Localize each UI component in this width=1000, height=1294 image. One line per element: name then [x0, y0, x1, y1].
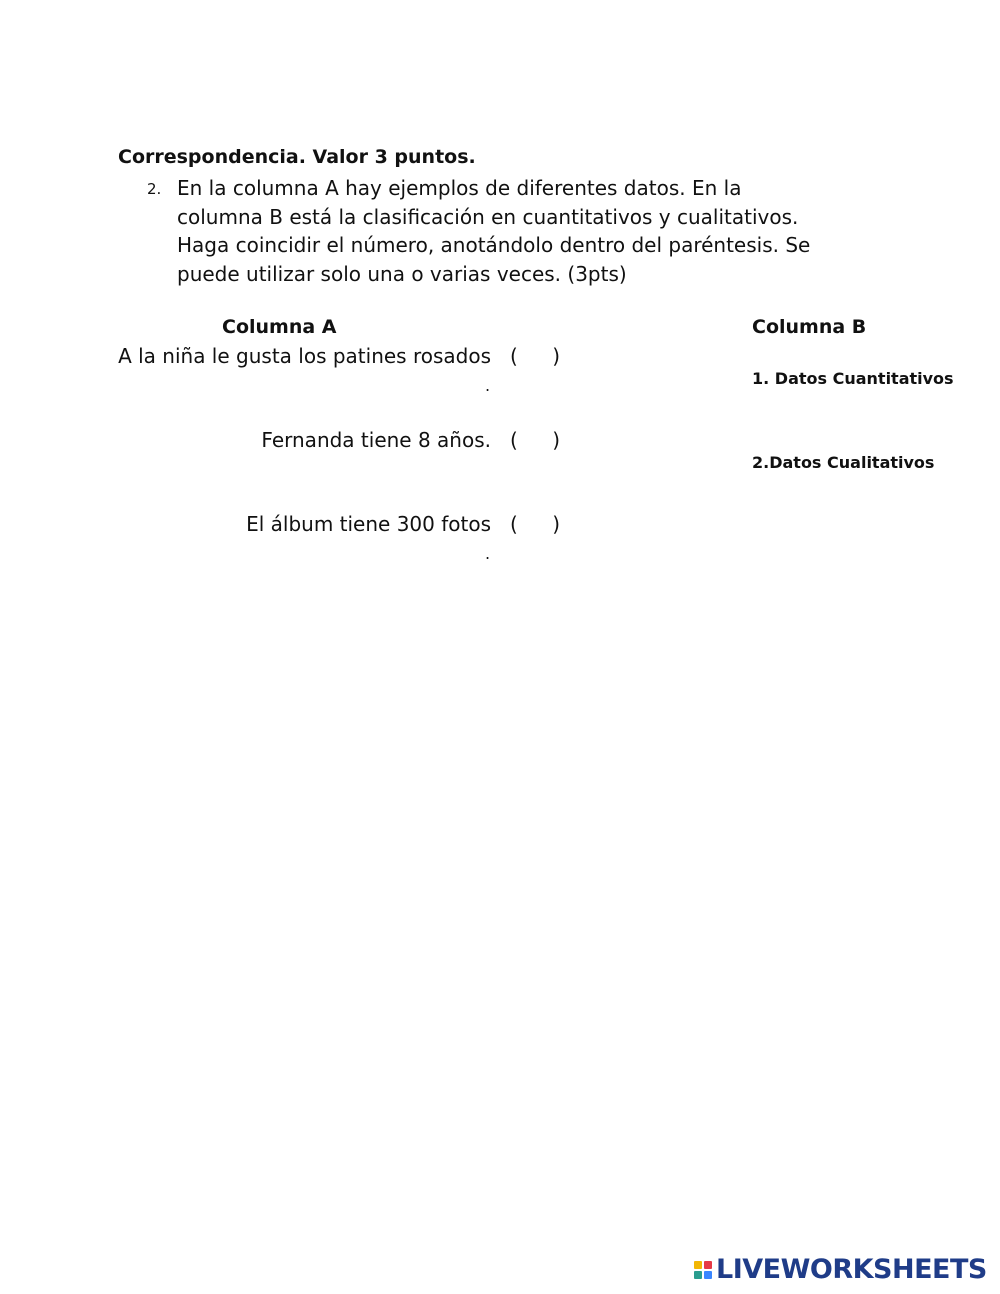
- question-instructions: [177, 174, 810, 288]
- column-b-option-2: 2.Datos Cualitativos: [752, 453, 935, 472]
- logo-text: LIVEWORKSHEETS: [716, 1254, 987, 1285]
- logo-square: [704, 1261, 712, 1269]
- answer-field-3[interactable]: [510, 512, 560, 542]
- column-a-item-3: El álbum tiene 300 fotos: [246, 512, 491, 536]
- close-paren: ): [552, 344, 560, 368]
- close-paren: ): [552, 512, 560, 536]
- logo-square: [694, 1271, 702, 1279]
- open-paren: (: [510, 512, 518, 536]
- close-paren: ): [552, 428, 560, 452]
- open-paren: (: [510, 344, 518, 368]
- column-a-item-2: Fernanda tiene 8 años.: [261, 428, 491, 452]
- column-b-option-1: 1. Datos Cuantitativos: [752, 369, 954, 388]
- column-a-item-1: A la niña le gusta los patines rosados: [118, 344, 491, 368]
- section-heading: Correspondencia. Valor 3 puntos.: [118, 146, 476, 168]
- liveworksheets-logo: [694, 1254, 987, 1285]
- instruction-line: columna B está la clasificación en cuantitativos y cualitativos.: [177, 204, 799, 229]
- answer-field-1[interactable]: [510, 344, 560, 374]
- open-paren: (: [510, 428, 518, 452]
- answer-field-2[interactable]: [510, 428, 560, 458]
- question-number: 2.: [147, 180, 162, 198]
- logo-square: [704, 1271, 712, 1279]
- trailing-dot: .: [485, 544, 491, 563]
- trailing-dot: .: [485, 376, 491, 395]
- logo-square: [694, 1261, 702, 1269]
- column-a-header: Columna A: [222, 316, 337, 338]
- liveworksheets-logo-icon: [694, 1261, 712, 1279]
- instruction-line: Haga coincidir el número, anotándolo dentro del paréntesis. Se: [177, 233, 811, 257]
- instruction-line: puede utilizar solo una o varias veces. (3pts): [177, 261, 627, 286]
- column-b-header: Columna B: [752, 316, 867, 338]
- instruction-line: En la columna A hay ejemplos de diferentes datos. En la: [177, 176, 742, 200]
